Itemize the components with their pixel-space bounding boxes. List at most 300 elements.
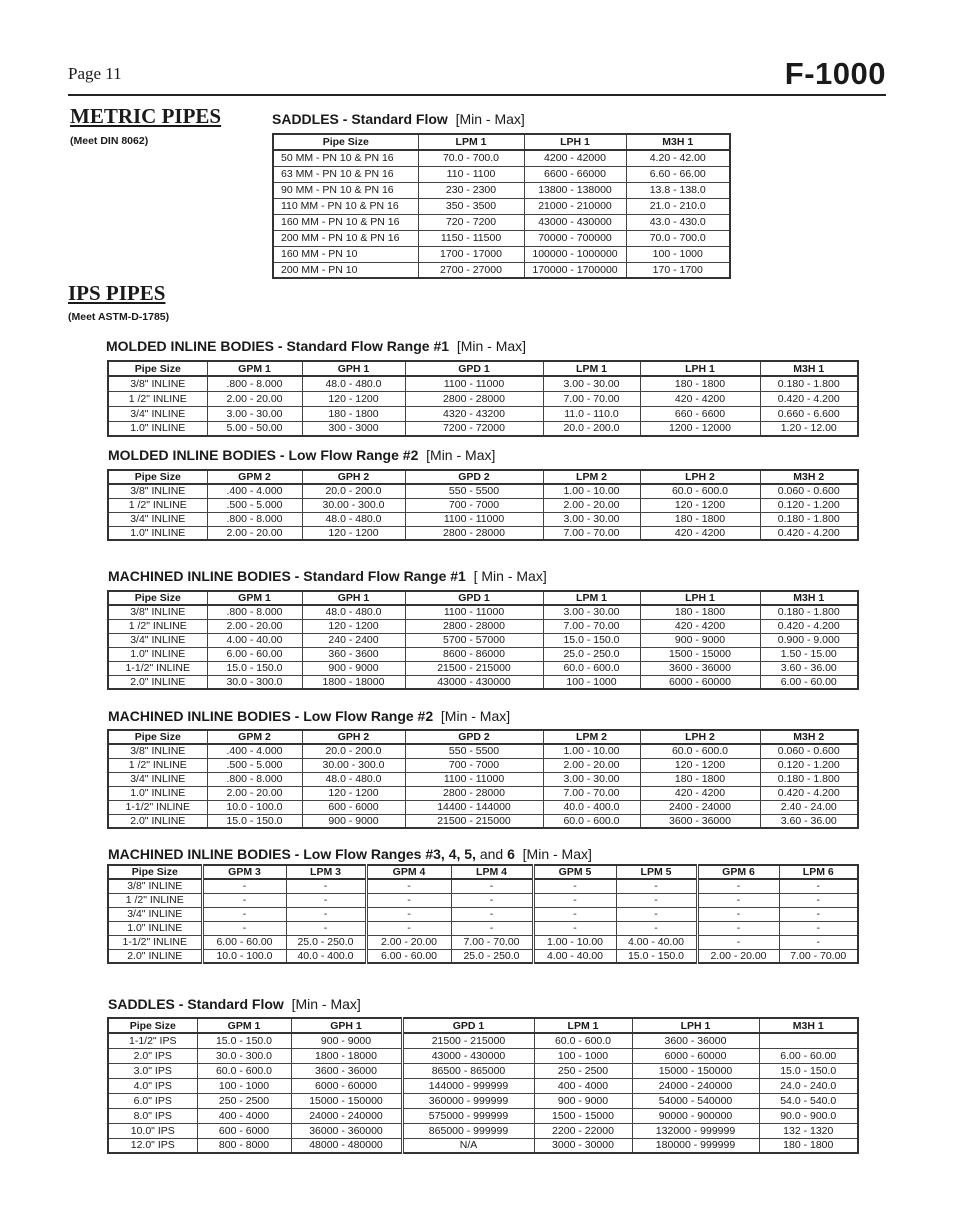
range-cell: 21.0 - 210.0: [626, 198, 730, 214]
range-cell: .400 - 4.000: [207, 484, 302, 498]
range-cell: 600 - 6000: [302, 800, 405, 814]
molded-std-title: [106, 338, 526, 354]
range-cell: 21500 - 215000: [405, 661, 543, 675]
metric-saddles-table: [272, 133, 731, 279]
range-cell: 900 - 9000: [640, 633, 760, 647]
range-cell: 0.060 - 0.600: [760, 484, 858, 498]
column-header: GPH 2: [302, 470, 405, 484]
pipe-size-cell: 1.0" INLINE: [108, 526, 207, 540]
table-row: [108, 633, 858, 647]
range-cell: -: [779, 907, 858, 921]
range-cell: 300 - 3000: [302, 421, 405, 436]
range-cell: -: [451, 921, 533, 935]
range-cell: 6.00 - 60.00: [366, 949, 451, 963]
range-cell: -: [286, 893, 366, 907]
range-cell: 900 - 9000: [291, 1033, 402, 1048]
range-cell: 40.0 - 400.0: [543, 800, 640, 814]
range-cell: 100 - 1000: [197, 1078, 291, 1093]
table-row: [108, 605, 858, 619]
range-cell: .500 - 5.000: [207, 498, 302, 512]
column-header: M3H 2: [760, 730, 858, 744]
range-cell: 43000 - 430000: [402, 1048, 534, 1063]
table-row: [273, 166, 730, 182]
title-main: MOLDED INLINE BODIES - Low Flow Range #2: [108, 447, 419, 463]
metric-heading: METRIC PIPES: [70, 104, 222, 128]
range-cell: 7200 - 72000: [405, 421, 543, 436]
pipe-size-cell: 3/8" INLINE: [108, 484, 207, 498]
range-cell: 575000 - 999999: [402, 1108, 534, 1123]
table-row: [108, 1048, 858, 1063]
column-header: GPH 2: [302, 730, 405, 744]
range-cell: 15000 - 150000: [291, 1093, 402, 1108]
table-row: [108, 744, 858, 758]
range-cell: 2.00 - 20.00: [207, 786, 302, 800]
table-row: [273, 182, 730, 198]
range-cell: -: [697, 893, 779, 907]
column-header: GPM 2: [207, 470, 302, 484]
range-cell: 48.0 - 480.0: [302, 376, 405, 391]
range-cell: -: [366, 879, 451, 893]
metric-standard-note: (Meet DIN 8062): [70, 135, 149, 147]
range-cell: 4200 - 42000: [524, 150, 626, 166]
pipe-size-cell: 2.0" INLINE: [108, 814, 207, 828]
range-cell: 20.0 - 200.0: [302, 744, 405, 758]
range-cell: -: [286, 907, 366, 921]
pipe-size-cell: 3.0" IPS: [108, 1063, 197, 1078]
pipe-size-cell: 10.0" IPS: [108, 1123, 197, 1138]
range-cell: 0.660 - 6.600: [760, 406, 858, 421]
range-cell: 3600 - 36000: [291, 1063, 402, 1078]
range-cell: 15000 - 150000: [632, 1063, 759, 1078]
range-cell: 6.00 - 60.00: [760, 675, 858, 689]
range-cell: .800 - 8.000: [207, 772, 302, 786]
pipe-size-cell: 2.0" IPS: [108, 1048, 197, 1063]
pipe-size-cell: 3/4" INLINE: [108, 772, 207, 786]
range-cell: 230 - 2300: [418, 182, 524, 198]
range-cell: 600 - 6000: [197, 1123, 291, 1138]
range-cell: 6.00 - 60.00: [202, 935, 286, 949]
column-header: GPH 1: [302, 361, 405, 376]
range-cell: 60.0 - 600.0: [640, 484, 760, 498]
range-cell: 60.0 - 600.0: [543, 814, 640, 828]
range-cell: -: [533, 879, 616, 893]
column-header: LPH 1: [524, 134, 626, 150]
title-main-2: 6: [507, 846, 515, 862]
range-cell: -: [697, 879, 779, 893]
range-cell: 10.0 - 100.0: [202, 949, 286, 963]
range-cell: 7.00 - 70.00: [543, 619, 640, 633]
range-cell: 700 - 7000: [405, 498, 543, 512]
range-cell: -: [202, 893, 286, 907]
pipe-size-cell: 1.0" INLINE: [108, 647, 207, 661]
range-cell: 2.00 - 20.00: [543, 498, 640, 512]
range-cell: 25.0 - 250.0: [543, 647, 640, 661]
range-cell: 900 - 9000: [302, 661, 405, 675]
column-header: GPH 1: [302, 591, 405, 605]
pipe-size-cell: 160 MM - PN 10: [273, 246, 418, 262]
pipe-size-cell: 1 /2" INLINE: [108, 619, 207, 633]
range-cell: 6.00 - 60.00: [759, 1048, 858, 1063]
range-cell: 6000 - 60000: [291, 1078, 402, 1093]
range-cell: .800 - 8.000: [207, 512, 302, 526]
column-header: GPM 1: [207, 361, 302, 376]
range-cell: 660 - 6600: [640, 406, 760, 421]
column-header: GPM 5: [533, 865, 616, 879]
range-cell: 360 - 3600: [302, 647, 405, 661]
table-row: [108, 376, 858, 391]
pipe-size-cell: 1-1/2" IPS: [108, 1033, 197, 1048]
table-row: [273, 198, 730, 214]
range-cell: 15.0 - 150.0: [759, 1063, 858, 1078]
range-cell: 900 - 9000: [534, 1093, 632, 1108]
range-cell: -: [451, 893, 533, 907]
range-cell: 180 - 1800: [302, 406, 405, 421]
pipe-size-cell: 2.0" INLINE: [108, 675, 207, 689]
table-header-row: [108, 470, 858, 484]
column-header: LPH 1: [640, 361, 760, 376]
range-cell: 1.20 - 12.00: [760, 421, 858, 436]
range-cell: 120 - 1200: [302, 391, 405, 406]
range-cell: 120 - 1200: [302, 526, 405, 540]
column-header: GPD 1: [405, 591, 543, 605]
range-cell: 4.00 - 40.00: [616, 935, 697, 949]
pipe-size-cell: 3/4" INLINE: [108, 406, 207, 421]
page-number: Page 11: [68, 64, 122, 83]
range-cell: 3.00 - 30.00: [543, 376, 640, 391]
column-header: Pipe Size: [108, 1018, 197, 1033]
pipe-size-cell: 3/8" INLINE: [108, 376, 207, 391]
metric-saddles-title: [272, 111, 525, 127]
range-cell: 3.00 - 30.00: [543, 772, 640, 786]
table-row: [108, 1108, 858, 1123]
range-cell: 0.180 - 1.800: [760, 772, 858, 786]
column-header: M3H 1: [760, 591, 858, 605]
range-cell: 3600 - 36000: [640, 661, 760, 675]
range-cell: 180 - 1800: [640, 772, 760, 786]
range-cell: 3.60 - 36.00: [760, 661, 858, 675]
range-cell: 0.180 - 1.800: [760, 376, 858, 391]
range-cell: -: [451, 879, 533, 893]
column-header: GPD 1: [402, 1018, 534, 1033]
range-cell: 30.0 - 300.0: [197, 1048, 291, 1063]
table-header-row: [273, 134, 730, 150]
range-cell: .800 - 8.000: [207, 376, 302, 391]
range-cell: .500 - 5.000: [207, 758, 302, 772]
ips-heading: IPS PIPES: [68, 281, 166, 305]
column-header: LPH 2: [640, 730, 760, 744]
pipe-size-cell: 3/8" INLINE: [108, 605, 207, 619]
column-header: LPM 1: [543, 361, 640, 376]
pipe-size-cell: 1.0" INLINE: [108, 921, 202, 935]
range-cell: 60.0 - 600.0: [543, 661, 640, 675]
range-cell: -: [779, 935, 858, 949]
column-header: Pipe Size: [108, 730, 207, 744]
range-cell: -: [697, 935, 779, 949]
column-header: LPH 2: [640, 470, 760, 484]
title-range: [Min - Max]: [456, 338, 527, 354]
table-row: [108, 1138, 858, 1153]
title-range: [Min - Max]: [426, 447, 496, 463]
table-row: [108, 1063, 858, 1078]
range-cell: 180 - 1800: [640, 376, 760, 391]
range-cell: 3600 - 36000: [640, 814, 760, 828]
column-header: GPM 3: [202, 865, 286, 879]
table-row: [108, 421, 858, 436]
range-cell: 1100 - 11000: [405, 605, 543, 619]
range-cell: -: [779, 893, 858, 907]
range-cell: 400 - 4000: [534, 1078, 632, 1093]
title-main: MACHINED INLINE BODIES - Low Flow Range #2: [108, 708, 434, 724]
pipe-size-cell: 50 MM - PN 10 & PN 16: [273, 150, 418, 166]
table-row: [108, 758, 858, 772]
range-cell: 13800 - 138000: [524, 182, 626, 198]
title-range: [Min - Max]: [440, 708, 511, 724]
column-header: LPM 3: [286, 865, 366, 879]
table-row: [108, 498, 858, 512]
range-cell: 0.420 - 4.200: [760, 619, 858, 633]
range-cell: 0.120 - 1.200: [760, 498, 858, 512]
range-cell: 550 - 5500: [405, 484, 543, 498]
range-cell: 1500 - 15000: [534, 1108, 632, 1123]
range-cell: 2400 - 24000: [640, 800, 760, 814]
table-header-row: [108, 865, 858, 879]
range-cell: 1800 - 18000: [291, 1048, 402, 1063]
range-cell: 350 - 3500: [418, 198, 524, 214]
table-header-row: [108, 591, 858, 605]
range-cell: 0.180 - 1.800: [760, 605, 858, 619]
table-row: [273, 230, 730, 246]
range-cell: 7.00 - 70.00: [543, 391, 640, 406]
machined-ranges-title: [108, 846, 592, 862]
range-cell: 0.420 - 4.200: [760, 786, 858, 800]
range-cell: 48.0 - 480.0: [302, 605, 405, 619]
pipe-size-cell: 200 MM - PN 10: [273, 262, 418, 278]
range-cell: 3.60 - 36.00: [760, 814, 858, 828]
range-cell: 120 - 1200: [302, 786, 405, 800]
range-cell: -: [202, 879, 286, 893]
molded-low-title: [108, 447, 495, 463]
range-cell: 60.0 - 600.0: [197, 1063, 291, 1078]
range-cell: 21500 - 215000: [402, 1033, 534, 1048]
range-cell: 100 - 1000: [534, 1048, 632, 1063]
machined-ranges-table: [107, 864, 859, 964]
range-cell: -: [202, 921, 286, 935]
ips-standard-note: (Meet ASTM-D-1785): [68, 311, 170, 323]
table-row: [273, 214, 730, 230]
pipe-size-cell: 1.0" INLINE: [108, 421, 207, 436]
range-cell: 90000 - 900000: [632, 1108, 759, 1123]
range-cell: -: [366, 921, 451, 935]
range-cell: 1700 - 17000: [418, 246, 524, 262]
range-cell: 11.0 - 110.0: [543, 406, 640, 421]
range-cell: 6000 - 60000: [640, 675, 760, 689]
column-header: M3H 1: [759, 1018, 858, 1033]
column-header: GPM 4: [366, 865, 451, 879]
column-header: LPH 1: [640, 591, 760, 605]
range-cell: 420 - 4200: [640, 526, 760, 540]
range-cell: 0.060 - 0.600: [760, 744, 858, 758]
range-cell: 36000 - 360000: [291, 1123, 402, 1138]
range-cell: 86500 - 865000: [402, 1063, 534, 1078]
pipe-size-cell: 1-1/2" INLINE: [108, 661, 207, 675]
range-cell: 1800 - 18000: [302, 675, 405, 689]
table-row: [108, 391, 858, 406]
range-cell: 3.00 - 30.00: [207, 406, 302, 421]
range-cell: 3.00 - 30.00: [543, 512, 640, 526]
range-cell: 250 - 2500: [534, 1063, 632, 1078]
range-cell: 21000 - 210000: [524, 198, 626, 214]
range-cell: 24000 - 240000: [291, 1108, 402, 1123]
range-cell: 420 - 4200: [640, 786, 760, 800]
header-divider: [68, 94, 886, 96]
range-cell: 900 - 9000: [302, 814, 405, 828]
table-row: [108, 800, 858, 814]
range-cell: 70000 - 700000: [524, 230, 626, 246]
range-cell: 2.00 - 20.00: [207, 619, 302, 633]
pipe-size-cell: 8.0" IPS: [108, 1108, 197, 1123]
table-row: [108, 526, 858, 540]
range-cell: -: [366, 893, 451, 907]
range-cell: 90.0 - 900.0: [759, 1108, 858, 1123]
range-cell: 400 - 4000: [197, 1108, 291, 1123]
pipe-size-cell: 160 MM - PN 10 & PN 16: [273, 214, 418, 230]
range-cell: 2700 - 27000: [418, 262, 524, 278]
range-cell: 14400 - 144000: [405, 800, 543, 814]
range-cell: 120 - 1200: [640, 758, 760, 772]
table-row: [108, 661, 858, 675]
pipe-size-cell: 4.0" IPS: [108, 1078, 197, 1093]
range-cell: 2200 - 22000: [534, 1123, 632, 1138]
pipe-size-cell: 3/4" INLINE: [108, 512, 207, 526]
range-cell: 15.0 - 150.0: [197, 1033, 291, 1048]
range-cell: 15.0 - 150.0: [207, 814, 302, 828]
title-range: [Min - Max]: [455, 111, 525, 127]
range-cell: 54.0 - 540.0: [759, 1093, 858, 1108]
range-cell: 4.20 - 42.00: [626, 150, 730, 166]
table-row: [108, 935, 858, 949]
range-cell: 20.0 - 200.0: [543, 421, 640, 436]
column-header: Pipe Size: [108, 470, 207, 484]
range-cell: 3.00 - 30.00: [543, 605, 640, 619]
pipe-size-cell: 3/8" INLINE: [108, 744, 207, 758]
range-cell: 2.00 - 20.00: [207, 391, 302, 406]
table-row: [108, 675, 858, 689]
title-range: [ Min - Max]: [473, 568, 547, 584]
range-cell: 20.0 - 200.0: [302, 484, 405, 498]
table-row: [108, 619, 858, 633]
range-cell: 4.00 - 40.00: [533, 949, 616, 963]
table-row: [108, 1123, 858, 1138]
range-cell: 0.120 - 1.200: [760, 758, 858, 772]
range-cell: 2800 - 28000: [405, 526, 543, 540]
table-row: [273, 262, 730, 278]
column-header: LPM 1: [418, 134, 524, 150]
range-cell: 30.00 - 300.0: [302, 758, 405, 772]
range-cell: -: [616, 907, 697, 921]
range-cell: 0.900 - 9.000: [760, 633, 858, 647]
range-cell: 2.00 - 20.00: [697, 949, 779, 963]
range-cell: 1100 - 11000: [405, 376, 543, 391]
column-header: GPM 1: [207, 591, 302, 605]
title-main: MOLDED INLINE BODIES - Standard Flow Range #1: [106, 338, 450, 354]
pipe-size-cell: 1 /2" INLINE: [108, 758, 207, 772]
range-cell: 43000 - 430000: [524, 214, 626, 230]
range-cell: 6.60 - 66.00: [626, 166, 730, 182]
pipe-size-cell: 1 /2" INLINE: [108, 498, 207, 512]
ips-saddles-title: [108, 996, 361, 1012]
range-cell: 1200 - 12000: [640, 421, 760, 436]
title-main: MACHINED INLINE BODIES - Low Flow Ranges #3, 4, 5,: [108, 846, 476, 862]
range-cell: -: [533, 907, 616, 921]
range-cell: 30.0 - 300.0: [207, 675, 302, 689]
machined-low-flow-table: [107, 729, 859, 829]
range-cell: 24000 - 240000: [632, 1078, 759, 1093]
range-cell: 15.0 - 150.0: [616, 949, 697, 963]
range-cell: 24.0 - 240.0: [759, 1078, 858, 1093]
range-cell: -: [202, 907, 286, 921]
column-header: Pipe Size: [108, 591, 207, 605]
range-cell: [759, 1033, 858, 1048]
range-cell: .400 - 4.000: [207, 744, 302, 758]
machined-low-title: [108, 708, 510, 724]
column-header: LPM 2: [543, 470, 640, 484]
range-cell: N/A: [402, 1138, 534, 1153]
range-cell: 8600 - 86000: [405, 647, 543, 661]
range-cell: 7.00 - 70.00: [779, 949, 858, 963]
range-cell: 6600 - 66000: [524, 166, 626, 182]
range-cell: 180 - 1800: [759, 1138, 858, 1153]
range-cell: 1500 - 15000: [640, 647, 760, 661]
range-cell: 3600 - 36000: [632, 1033, 759, 1048]
table-row: [108, 949, 858, 963]
table-header-row: [108, 361, 858, 376]
table-row: [108, 786, 858, 800]
column-header: M3H 1: [760, 361, 858, 376]
range-cell: 170000 - 1700000: [524, 262, 626, 278]
range-cell: 2.00 - 20.00: [207, 526, 302, 540]
range-cell: -: [779, 879, 858, 893]
range-cell: 1.00 - 10.00: [543, 484, 640, 498]
column-header: LPH 1: [632, 1018, 759, 1033]
pipe-size-cell: 1-1/2" INLINE: [108, 935, 202, 949]
range-cell: .800 - 8.000: [207, 605, 302, 619]
range-cell: -: [286, 921, 366, 935]
pipe-size-cell: 200 MM - PN 10 & PN 16: [273, 230, 418, 246]
range-cell: 30.00 - 300.0: [302, 498, 405, 512]
table-row: [108, 879, 858, 893]
range-cell: 60.0 - 600.0: [534, 1033, 632, 1048]
pipe-size-cell: 2.0" INLINE: [108, 949, 202, 963]
range-cell: 100 - 1000: [626, 246, 730, 262]
table-row: [108, 1078, 858, 1093]
range-cell: 360000 - 999999: [402, 1093, 534, 1108]
column-header: GPM 1: [197, 1018, 291, 1033]
column-header: Pipe Size: [108, 361, 207, 376]
range-cell: 1.00 - 10.00: [543, 744, 640, 758]
table-row: [108, 512, 858, 526]
title-range: [Min - Max]: [522, 846, 592, 862]
range-cell: 43.0 - 430.0: [626, 214, 730, 230]
pipe-size-cell: 3/4" INLINE: [108, 907, 202, 921]
range-cell: 0.420 - 4.200: [760, 526, 858, 540]
range-cell: -: [451, 907, 533, 921]
machined-standard-flow-table: [107, 590, 859, 690]
range-cell: 120 - 1200: [302, 619, 405, 633]
table-row: [108, 814, 858, 828]
range-cell: 40.0 - 400.0: [286, 949, 366, 963]
range-cell: 250 - 2500: [197, 1093, 291, 1108]
range-cell: -: [286, 879, 366, 893]
